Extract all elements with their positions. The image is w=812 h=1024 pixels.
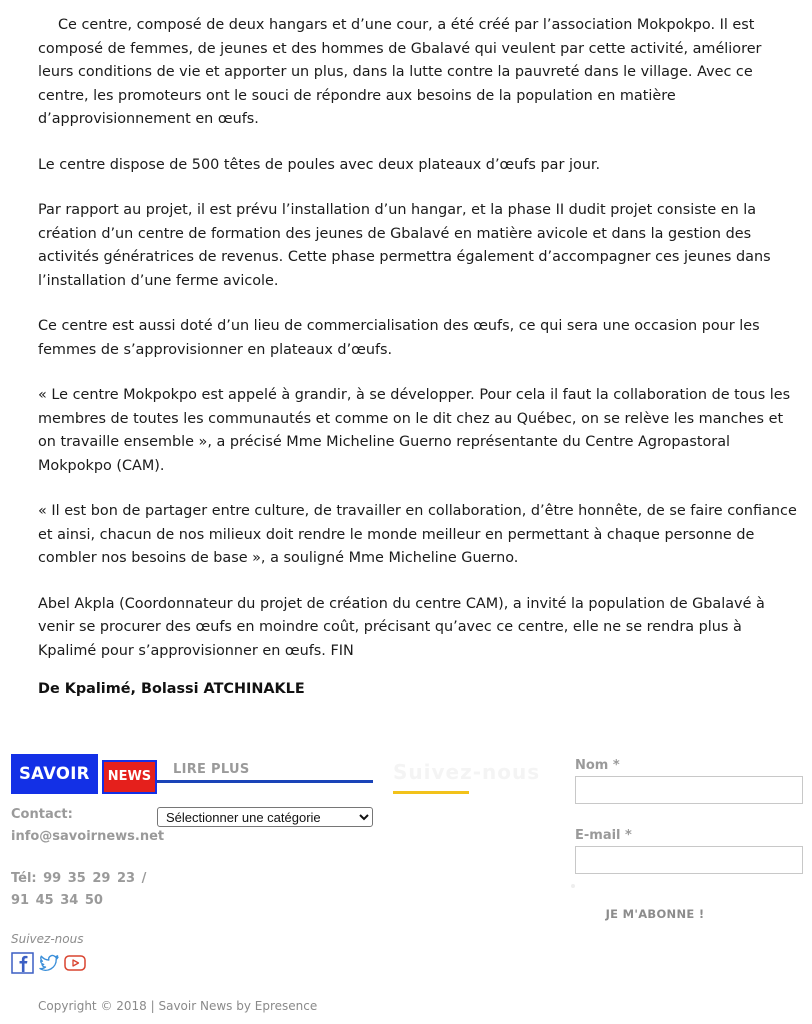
contact-email-link[interactable]: info@savoirnews.net [11, 829, 165, 844]
form-decoration-dot [571, 884, 575, 888]
facebook-icon[interactable] [11, 952, 35, 974]
social-links [11, 952, 87, 974]
lire-plus-underline [157, 780, 373, 783]
subscribe-button[interactable]: JE M'ABONNE ! [575, 900, 735, 928]
article-paragraph: « Il est bon de partager entre culture, de travailler en collaboration, d’être honnête, de se faire confiance et ainsi, chacun de nos milieux doit rendre le monde meilleur en permettant à chaque personne de combler nos besoins de base », a souligné Mme Micheline Guerno. [38, 503, 797, 566]
lire-plus-heading: LIRE PLUS [173, 762, 250, 777]
email-input[interactable] [575, 846, 803, 874]
follow-us-label: Suivez-nous [11, 932, 84, 946]
article-paragraph: Ce centre, composé de deux hangars et d’une cour, a été créé par l’association Mokpokpo. Il est composé de femmes, de jeunes et des hommes de Gbalavé qui veulent par cette activité, améliorer leurs conditions de vie et apporter un plus, dans la lutte contre la pauvreté dans le village. Avec ce centre, les promoteurs ont le souci de répondre aux besoins de la population en matière d’approvisionnement en œufs. [38, 17, 762, 127]
article-byline: De Kpalimé, Bolassi ATCHINAKLE [38, 681, 305, 697]
name-field-label: Nom * [575, 758, 620, 773]
widget-heading-underline [393, 791, 469, 794]
contact-phone: Tél: 99 35 29 23 / 91 45 34 50 [11, 871, 147, 908]
article-paragraph: Abel Akpla (Coordonnateur du projet de création du centre CAM), a invité la population de Gbalavé à venir se procurer des œufs en moindre coût, précisant qu’avec ce centre, elle ne se rendra plus à Kpalimé pour s’approvisionner en œufs. FIN [38, 595, 765, 659]
faded-widget-heading: Suivez-nous [393, 760, 541, 784]
copyright-text: Copyright © 2018 | Savoir News by Epresence [38, 999, 318, 1013]
twitter-icon[interactable] [37, 952, 61, 974]
article-paragraph: Ce centre est aussi doté d’un lieu de commercialisation des œufs, ce qui sera une occasion pour les femmes de s’approvisionner en plateaux d’œufs. [38, 318, 760, 358]
contact-label: Contact: [11, 807, 73, 822]
category-select[interactable] [157, 807, 373, 827]
logo-savoir-text: SAVOIR [11, 754, 98, 794]
email-field-label: E-mail * [575, 828, 632, 843]
youtube-icon[interactable] [63, 952, 87, 974]
article-paragraph: « Le centre Mokpokpo est appelé à grandir, à se développer. Pour cela il faut la collaboration de tous les membres de toutes les communautés et comme on le dit chez au Québec, on se relève les manches et on travaille ensemble », a précisé Mme Micheline Guerno représentante du Centre Agropastoral Mokpokpo (CAM). [38, 387, 791, 474]
contact-block [11, 804, 164, 848]
logo-news-text: NEWS [102, 760, 157, 794]
name-input[interactable] [575, 776, 803, 804]
article-paragraph: Le centre dispose de 500 têtes de poules avec deux plateaux d’œufs par jour. [38, 156, 601, 173]
article-paragraph: Par rapport au projet, il est prévu l’installation d’un hangar, et la phase II dudit projet consiste en la création d’un centre de formation des jeunes de Gbalavé en matière avicole et dans la gestion des activités génératrices de revenus. Cette phase permettra également d’accompagner ces jeunes dans l’installation d’une ferme avicole. [38, 202, 771, 289]
article-body [38, 14, 798, 697]
site-logo[interactable] [11, 754, 157, 794]
